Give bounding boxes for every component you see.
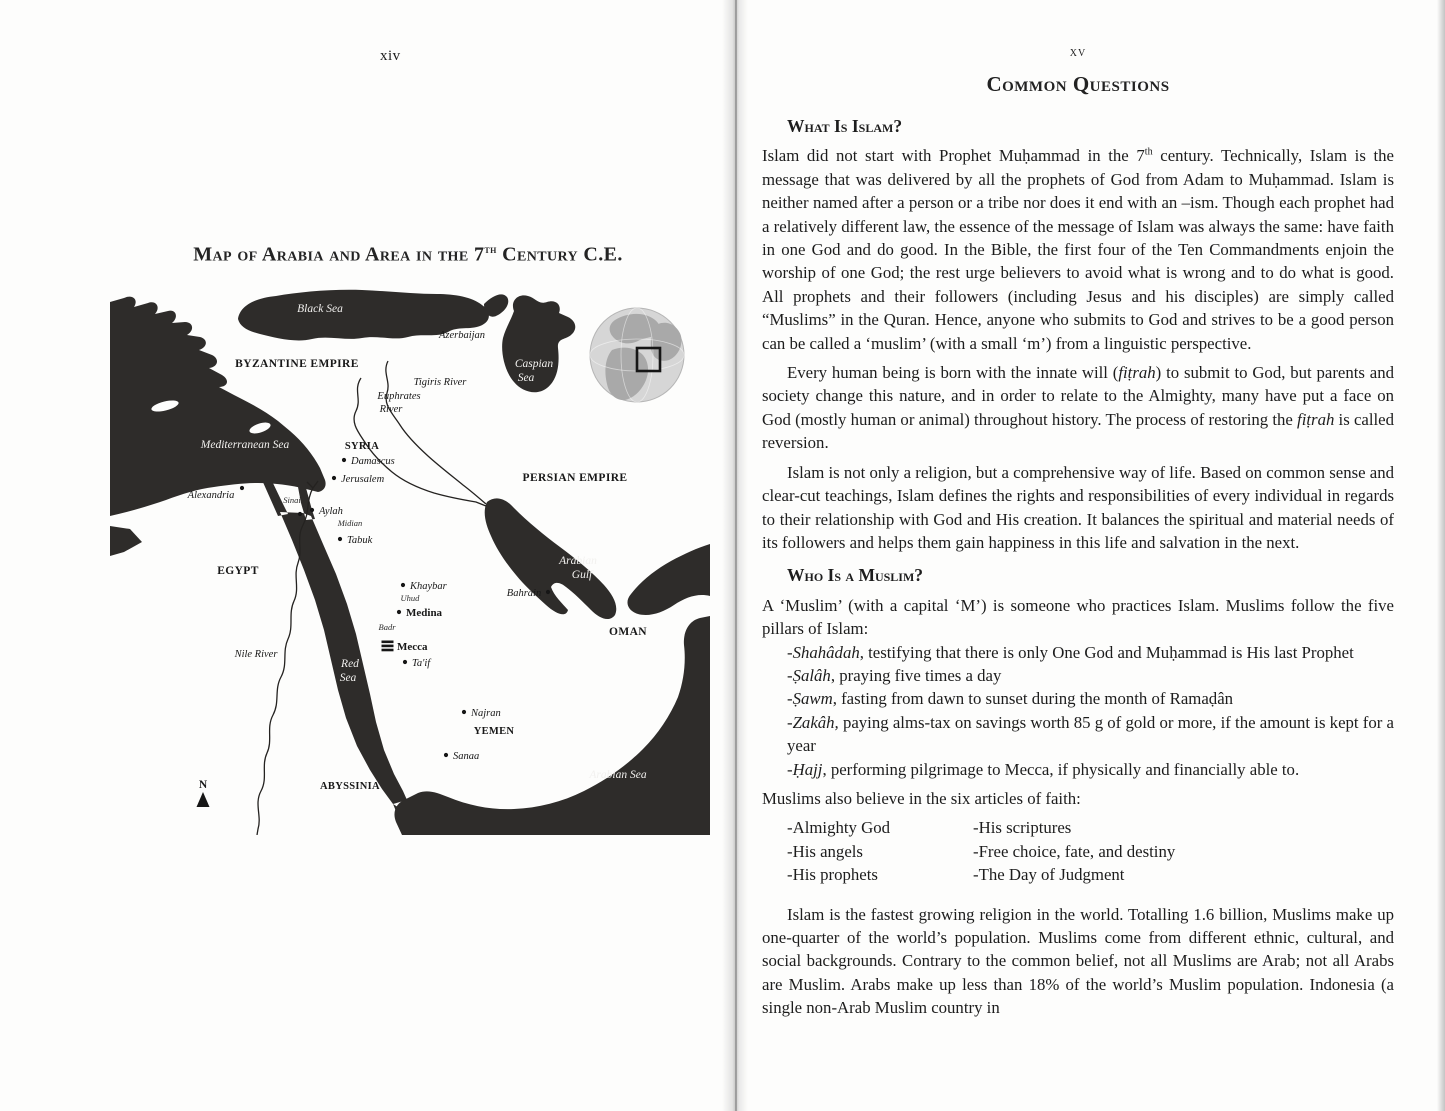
paragraph: Islam is not only a religion, but a comprehensive way of life. Based on common sense and clear-cut teachings, Islam defines the rights and responsibilities of every individual in regards to their relationship with God and His creation. It balances the spiritual and material needs of its followers and helps them gain happiness in this life and salvation in the next. [762,462,1394,552]
map-label: N [198,779,208,791]
map-label: Euphrates [377,391,421,402]
map-label: ABYSSINIA [320,781,380,792]
articles-column-right [973,816,1394,886]
city-dot [462,710,466,714]
map-label: Black Sea [297,303,343,315]
mecca-symbol [382,641,394,652]
map-label: Sea [517,372,535,384]
page-number-left: xiv [380,48,401,64]
caspian-sea-shape [502,295,575,392]
articles-column-left [787,816,973,886]
city-dot [240,486,244,490]
map-label: Midian [337,518,363,528]
list-item: -Free choice, fate, and destiny [973,841,1176,861]
map-label: Ta'if [412,658,431,669]
list-item: -Ṣalâh, praying five times a day [787,665,1002,685]
map-label: OMAN [608,626,648,638]
map-label: Mecca [397,641,428,653]
coast-wedge [110,526,142,556]
map-labels [187,303,648,792]
page-edge-shadow [1437,0,1445,1111]
arabia-map [110,288,710,835]
paragraph: Islam is the fastest growing religion in the world. Totalling 1.6 billion, Muslims make up one-quarter of the world’s population. Muslims come from different ethnic, cultural, and social backgrounds. Contrary to the common belief, not all Muslims are Arab; not all Arabs are Muslim. Arabs make up less than 18% of the world’s Muslim population. Indonesia (a single non-Arab Muslim country in [762,904,1394,1018]
map-label: Uhud [400,593,420,603]
city-dot [310,508,314,512]
map-label: Sea [339,672,357,684]
five-pillars-list [787,641,1394,781]
map-label: Sanaa [453,751,480,762]
map-label: Gulf [571,569,593,581]
list-item: -Zakâh, paying alms-tax on savings worth 85 g of gold or more, if the amount is kept for a year [787,712,1394,756]
city-dot [444,753,448,757]
map-label: Aylah [319,506,343,517]
map-title: Map of Arabia and Area in the 7th Century C.E. [193,243,623,266]
map-label: Medina [406,607,443,619]
paragraph: Every human being is born with the innate will (fiṭrah) to submit to God, but parents and society change this nature, and in order to relate to the Almighty, many have put a face on God (mostly human or animal) throughout history. The process of restoring the fiṭrah is called reversion. [762,363,1395,453]
list-item: -His angels [787,841,863,861]
book-spine-line [735,0,737,1111]
map-label: Najran [471,708,501,719]
page-number-right: xv [1069,45,1087,60]
map-label: River [379,404,403,415]
map-label: Arabian Sea [589,769,647,781]
arabian-sea-shape [394,616,710,835]
city-dot [546,590,550,594]
map-label: Badr [378,622,396,632]
city-dot [298,512,302,516]
page-xv [736,0,1445,1111]
north-arrow-icon [197,792,210,807]
map-label: Arabian [559,555,597,567]
map-label: YEMEN [473,726,515,737]
city-dot [401,583,405,587]
map-label: Bahrain [506,588,542,599]
page-content [762,44,1394,1020]
gulf-of-oman-shape [627,544,710,615]
map-label: Khaybar [410,581,447,592]
six-articles-list [787,816,1394,886]
map-label: Mediterranean Sea [200,439,290,451]
map-label: Tigiris River [413,377,467,388]
city-dot [332,476,336,480]
map-label: Damascus [351,456,395,467]
globe-inset [590,308,684,402]
map-label: Caspian [514,358,554,370]
city-dot [397,610,401,614]
map-label: Red [341,658,359,670]
city-dot [403,660,407,664]
paragraph: Islam did not start with Prophet Muḥammad in the 7th century. Technically, Islam is the message that was delivered by all the prophets of God from Adam to Muḥammad. Islam is neither named after a person or a tribe nor does it end with an –ism. Though each prophet had a relatively different law, the essence of the message of Islam was always the same: have faith in one God and do good. In the Bible, the first four of the Ten Commandments enjoin the worship of one God; the rest urge believers to avoid what is wrong and to do what is good. All prophets and their followers (including Jesus and his disciples) are simply called “Muslims” in the Quran. Hence, anyone who submits to God and strives to be a good person can be called a ‘muslim’ (with a small ‘m’) from a linguistic perspective. [762,146,1394,353]
section-heading-what-is-islam: What Is Islam? [787,116,903,136]
list-item: -His prophets [787,865,878,885]
list-item: -Almighty God [787,818,891,838]
list-item: -Shahâdah, testifying that there is only One God and Muḥammad is His last Prophet [787,642,1354,662]
map-label: EGYPT [217,565,259,577]
city-dot [338,537,342,541]
list-item: -Ḥajj, performing pilgrimage to Mecca, if physically and financially able to. [787,759,1300,779]
city-dot [342,458,346,462]
map-label: Tabuk [347,535,373,546]
list-item: -The Day of Judgment [973,865,1125,885]
list-item: -His scriptures [973,818,1072,838]
map-label: Sinai [283,495,301,505]
map-label: BYZANTINE EMPIRE [235,358,359,370]
map-label: Nile River [234,649,278,660]
map-label: Alexandria [187,490,235,501]
map-label: SYRIA [344,441,380,452]
paragraph: A ‘Muslim’ (with a capital ‘M’) is someone who practices Islam. Muslims follow the five pillars of Islam: [762,595,1394,639]
list-item: -Ṣawm, fasting from dawn to sunset during the month of Ramaḍân [787,689,1234,709]
map-label: Jerusalem [341,474,385,485]
map-label: Azerbaijan [438,330,486,341]
map-label: PERSIAN EMPIRE [522,472,628,484]
paragraph: Muslims also believe in the six articles of faith: [762,788,1081,808]
section-heading-who-is-a-muslim: Who Is a Muslim? [787,565,924,586]
chapter-title: Common Questions [986,72,1170,96]
